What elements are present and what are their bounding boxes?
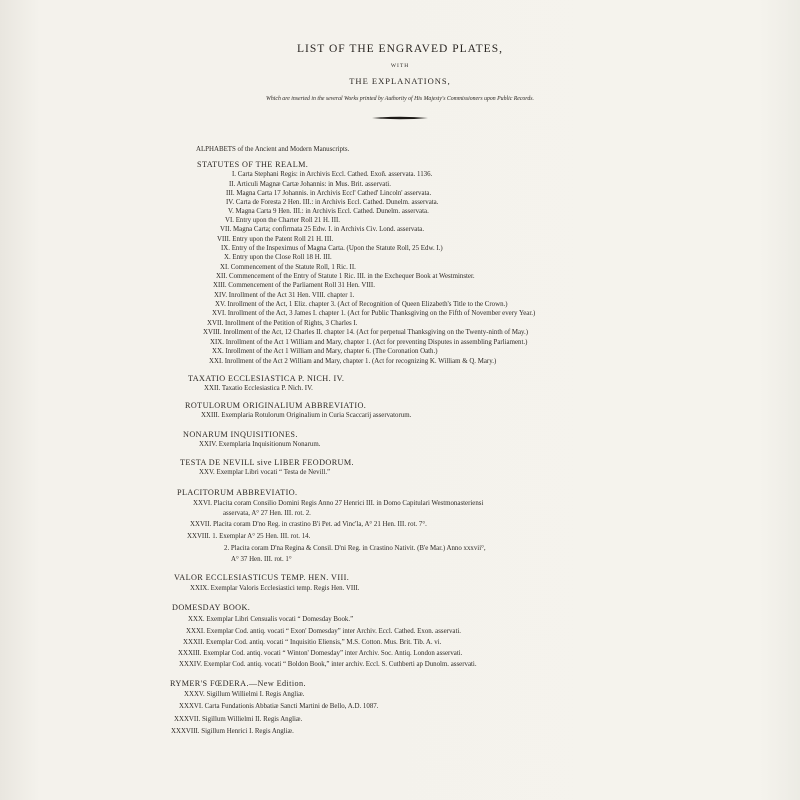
list-item: XXV. Exemplar Libri vocati “ Testa de Nevill.” <box>199 469 331 476</box>
section-heading: TESTA DE NEVILL sive LIBER FEODORUM. <box>180 458 354 467</box>
list-item: XXXII. Exemplar Cod. antiq. vocati “ Inquisitio Eliensis,” M.S. Cotton. Mus. Brit. Tib. A. vi. <box>183 639 442 646</box>
page-subtitle: THE EXPLANATIONS, <box>349 76 451 86</box>
list-item: XXVII. Placita coram D'no Reg. in crastino B'i Pet. ad Vinc'la, A° 21 Hen. III. rot. 7°. <box>190 521 427 528</box>
list-item: X. Entry upon the Close Roll 18 H. III. <box>224 254 332 261</box>
list-item: XII. Commencement of the Entry of Statute 1 Ric. III. in the Exchequer Book at Westminster. <box>216 273 475 280</box>
section-heading: NONARUM INQUISITIONES. <box>183 430 298 439</box>
list-item: XXIII. Exemplaria Rotulorum Originalium in Curia Scaccarij asservatorum. <box>201 412 412 419</box>
list-item: XXVIII. 1. Exemplar A° 25 Hen. III. rot. 14. <box>187 533 311 540</box>
list-item: IV. Carta de Foresta 2 Hen. III.: in Archivis Eccl. Cathed. Dunelm. asservata. <box>226 199 439 206</box>
list-item: VIII. Entry upon the Patent Roll 21 H. III. <box>217 236 334 243</box>
list-item: XVIII. Inrollment of the Act, 12 Charles II. chapter 14. (Act for perpetual Thanksgiving on the Twenty-ninth of May.) <box>203 329 529 336</box>
list-item: IX. Entry of the Inspeximus of Magna Carta. (Upon the Statute Roll, 25 Edw. I.) <box>221 245 443 252</box>
list-item: XXX. Exemplar Libri Censualis vocati “ Domesday Book.” <box>188 616 354 623</box>
section-heading: VALOR ECCLESIASTICUS TEMP. HEN. VIII. <box>174 573 350 582</box>
section-heading: RYMER'S FŒDERA.—New Edition. <box>170 679 306 688</box>
list-item: XIII. Commencement of the Parliament Roll 31 Hen. VIII. <box>213 282 375 289</box>
list-item: XIX. Inrollment of the Act 1 William and Mary, chapter 1. (Act for preventing Disputes in assembling Parliament.) <box>210 339 528 346</box>
section-heading: TAXATIO ECCLESIASTICA P. NICH. IV. <box>188 374 345 383</box>
list-item: VII. Magna Carta; confirmata 25 Edw. I. in Archivis Civ. Lond. asservata. <box>220 226 425 233</box>
list-item: VI. Entry upon the Charter Roll 21 H. III. <box>225 217 341 224</box>
page-title: LIST OF THE ENGRAVED PLATES, <box>297 43 503 55</box>
list-item: II. Articuli Magnæ Cartæ Johannis: in Mus. Brit. asservati. <box>229 181 391 188</box>
page-note: Which are inserted in the several Works printed by Authority of His Majesty's Commissioners upon Public Records. <box>266 96 534 102</box>
list-item: XXXVIII. Sigillum Henrici I. Regis Angliæ. <box>171 728 294 735</box>
list-item: XXIV. Exemplaria Inquisitionum Nonarum. <box>199 441 321 448</box>
list-item: XI. Commencement of the Statute Roll, 1 Ric. II. <box>220 264 356 271</box>
section-heading: DOMESDAY BOOK. <box>172 603 251 612</box>
section-heading: ROTULORUM ORIGINALIUM ABBREVIATIO. <box>185 401 367 410</box>
list-item: V. Magna Carta 9 Hen. III.: in Archivis Eccl. Cathed. Dunelm. asservata. <box>228 208 429 215</box>
list-item: XIV. Inrollment of the Act 31 Hen. VIII. chapter 1. <box>214 292 355 299</box>
list-item: ALPHABETS of the Ancient and Modern Manuscripts. <box>196 146 350 153</box>
list-item: A° 37 Hen. III. rot. 1° <box>231 556 292 563</box>
list-item: XXXI. Exemplar Cod. antiq. vocati “ Exon' Domesday” inter Archiv. Eccl. Cathed. Exon. asservati. <box>186 628 462 635</box>
list-item: XV. Inrollment of the Act, 1 Eliz. chapter 3. (Act of Recognition of Queen Elizabeth's Title to the Crown.) <box>215 301 508 308</box>
list-item: XXXV. Sigillum Willielmi I. Regis Angliæ. <box>184 691 305 698</box>
section-heading: PLACITORUM ABBREVIATIO. <box>177 488 298 497</box>
list-item: XXI. Inrollment of the Act 2 William and Mary, chapter 1. (Act for recognizing K. William & Q. Mary.) <box>209 358 497 365</box>
list-item: asservata, A° 27 Hen. III. rot. 2. <box>223 510 311 517</box>
list-item: XXIX. Exemplar Valoris Ecclesiastici temp. Regis Hen. VIII. <box>190 585 360 592</box>
section-heading: STATUTES OF THE REALM. <box>197 160 309 169</box>
list-item: I. Carta Stephani Regis: in Archivis Eccl. Cathed. Exoñ. asservata. 1136. <box>232 171 433 178</box>
list-item: XVI. Inrollment of the Act, 3 James I. chapter 1. (Act for Public Thanksgiving on the Fifth of November every Year.) <box>212 310 536 317</box>
list-item: XXVI. Placita coram Consilio Domini Regis Anno 27 Henrici III. in Domo Capitulari Westmonasteriensi <box>193 500 484 507</box>
list-item: XVII. Inrollment of the Petition of Rights, 3 Charles I. <box>207 320 358 327</box>
list-item: 2. Placita coram D'na Regina & Consil. D'ni Reg. in Crastino Nativit. (B'e Mar.) Anno xxxvii°, <box>224 545 486 552</box>
list-item: XXXIV. Exemplar Cod. antiq. vocati “ Boldon Book,” inter archiv. Eccl. S. Cuthberti ap Dunolm. asservati. <box>179 661 477 668</box>
page-conjunction: WITH <box>390 63 410 69</box>
list-item: III. Magna Carta 17 Johannis. in Archivis Eccl' Cathed' Lincoln' asservata. <box>226 190 432 197</box>
list-item: XXXIII. Exemplar Cod. antiq. vocati “ Winton' Domesday” inter Archiv. Soc. Antiq. London asservati. <box>178 650 463 657</box>
list-item: XXXVI. Carta Fundationis Abbatiæ Sancti Martini de Bello, A.D. 1087. <box>179 703 379 710</box>
list-item: XXXVII. Sigillum Willielmi II. Regis Angliæ. <box>174 716 303 723</box>
list-item: XX. Inrollment of the Act 1 William and Mary, chapter 6. (The Coronation Oath.) <box>212 348 438 355</box>
list-item: XXII. Taxatio Ecclesiastica P. Nich. IV. <box>204 385 313 392</box>
